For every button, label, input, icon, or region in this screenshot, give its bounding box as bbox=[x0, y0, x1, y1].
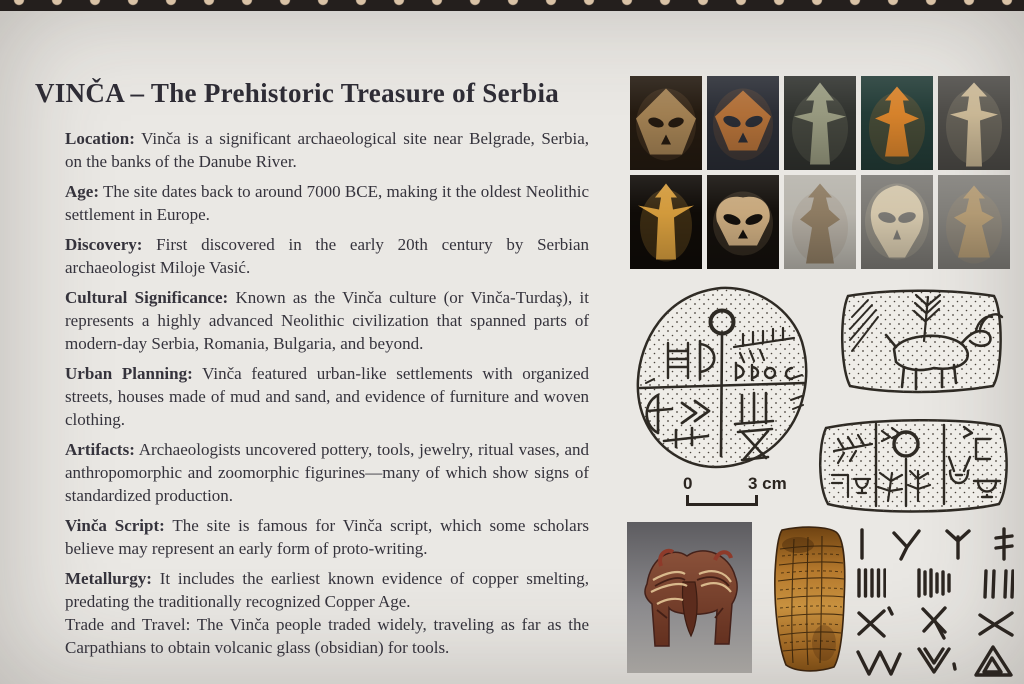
paragraph-label: Urban Planning: bbox=[65, 364, 193, 383]
symbol-tablet-drawing bbox=[814, 413, 1012, 515]
paragraph-text: Archaeologists uncovered pottery, tools, jewelry, ritual vases, and anthropomorphic and zoomorphic figurines—many of which show signs of standardized production. bbox=[65, 440, 590, 505]
mask-illustration bbox=[861, 175, 933, 269]
figurine-illustration bbox=[630, 76, 702, 170]
symbol-row-3 bbox=[856, 605, 1014, 639]
script-symbol-nested-triangle bbox=[972, 643, 1014, 679]
script-symbol-five-strokes bbox=[856, 566, 886, 600]
figurine-illustration bbox=[938, 175, 1010, 269]
artifact-photo-seated-figurine bbox=[938, 175, 1010, 269]
paragraph-age bbox=[65, 180, 589, 226]
paragraph-location bbox=[65, 127, 589, 173]
inscribed-clay-tablet-photo bbox=[756, 523, 855, 675]
paragraph-vinca-script bbox=[65, 514, 589, 560]
artifact-photo-grid bbox=[630, 76, 1010, 269]
script-symbol-paired-strokes bbox=[982, 566, 1014, 600]
paragraph-artifacts bbox=[65, 438, 589, 507]
artifact-photo-standing-figurine bbox=[938, 76, 1010, 170]
script-symbol-x-with-tail bbox=[920, 604, 952, 640]
figurine-illustration bbox=[784, 76, 856, 170]
symbol-row-4 bbox=[856, 644, 1014, 678]
artifact-photo-bird-figurine bbox=[784, 76, 856, 170]
paragraph-label: Location: bbox=[65, 129, 135, 148]
paragraph-trade-line: Trade and Travel: The Vinča people traded widely, traveling as far as the Carpathians to obtain volcanic glass (obsidian) for tools. bbox=[65, 615, 589, 657]
mask-illustration bbox=[707, 175, 779, 269]
artifact-photo-face-closeup bbox=[861, 175, 933, 269]
paragraph-label: Age: bbox=[65, 182, 99, 201]
mask-illustration bbox=[707, 76, 779, 170]
artifact-photo-gold-figurine bbox=[630, 175, 702, 269]
scale-end-label: 3 cm bbox=[748, 474, 787, 493]
page-title: VINČA – The Prehistoric Treasure of Serbia bbox=[35, 78, 560, 108]
vinca-script-symbol-chart bbox=[856, 527, 1014, 679]
paragraph-text: First discovered in the early 20th century by Serbian archaeologist Miloje Vasić. bbox=[65, 235, 589, 277]
zoomorphic-vessel-photo bbox=[627, 522, 752, 673]
figurine-illustration bbox=[630, 175, 702, 269]
animal-tablet-drawing bbox=[834, 285, 1008, 399]
paragraph-cultural-significance bbox=[65, 286, 589, 355]
article-text-column bbox=[35, 78, 589, 666]
script-symbol-branch-y bbox=[890, 527, 922, 561]
artifact-photo-orange-figurine bbox=[861, 76, 933, 170]
script-symbol-six-strokes bbox=[917, 566, 951, 600]
script-symbol-double-barred-stroke bbox=[994, 527, 1014, 561]
figurine-illustration bbox=[861, 76, 933, 170]
paragraph-text: Vinča is a significant archaeological site near Belgrade, Serbia, on the banks of the Danube River. bbox=[65, 129, 589, 171]
script-symbol-curved-x bbox=[978, 605, 1014, 639]
scale-bar-line bbox=[686, 495, 758, 506]
paragraph-text: The site is famous for Vinča script, which some scholars believe may represent an early form of proto-writing. bbox=[65, 516, 589, 558]
beaded-border-decoration bbox=[0, 0, 1024, 11]
paragraph-metallurgy-trade bbox=[65, 567, 589, 659]
paragraph-label: Vinča Script: bbox=[65, 516, 165, 535]
paragraph-text: It includes the earliest known evidence of copper smelting, predating the traditionally recognized Copper Age. bbox=[65, 569, 590, 611]
artifact-photo-cat-mask bbox=[707, 175, 779, 269]
figurine-illustration bbox=[938, 76, 1010, 170]
script-symbol-x-with-tick bbox=[856, 605, 894, 639]
script-symbol-single-stroke bbox=[856, 527, 868, 561]
script-symbol-nested-chevron-dot bbox=[916, 644, 958, 678]
paragraph-label: Discovery: bbox=[65, 235, 143, 254]
paragraph-urban-planning bbox=[65, 362, 589, 431]
paragraph-label: Cultural Significance: bbox=[65, 288, 229, 307]
scale-bar bbox=[680, 474, 792, 506]
script-symbol-trident bbox=[944, 527, 972, 561]
figurine-illustration bbox=[784, 175, 856, 269]
symbol-row-2 bbox=[856, 566, 1014, 600]
paragraph-text: Vinča featured urban-like settlements with organized streets, houses made of mud and sand, and evidence of furniture and woven clothing. bbox=[65, 364, 590, 429]
paragraph-text: The site dates back to around 7000 BCE, making it the oldest Neolithic settlement in Europe. bbox=[65, 182, 590, 224]
artifact-photo-hips-figurine bbox=[784, 175, 856, 269]
symbol-row-1 bbox=[856, 527, 1014, 561]
script-symbol-zigzag-w bbox=[856, 644, 902, 678]
paragraph-discovery bbox=[65, 233, 589, 279]
paragraph-text: Known as the Vinča culture (or Vinča-Turdaş), it represents a highly advanced Neolithic civilization that spanned parts of modern-day Serbia, Romania, Bulgaria, and beyond. bbox=[65, 288, 589, 353]
artifact-photo-incised-head bbox=[630, 76, 702, 170]
paragraph-label: Artifacts: bbox=[65, 440, 135, 459]
scale-start-label: 0 bbox=[683, 474, 693, 493]
artifact-photo-alien-mask bbox=[707, 76, 779, 170]
tartaria-disc-drawing bbox=[630, 283, 812, 475]
paragraph-label: Metallurgy: bbox=[65, 569, 152, 588]
